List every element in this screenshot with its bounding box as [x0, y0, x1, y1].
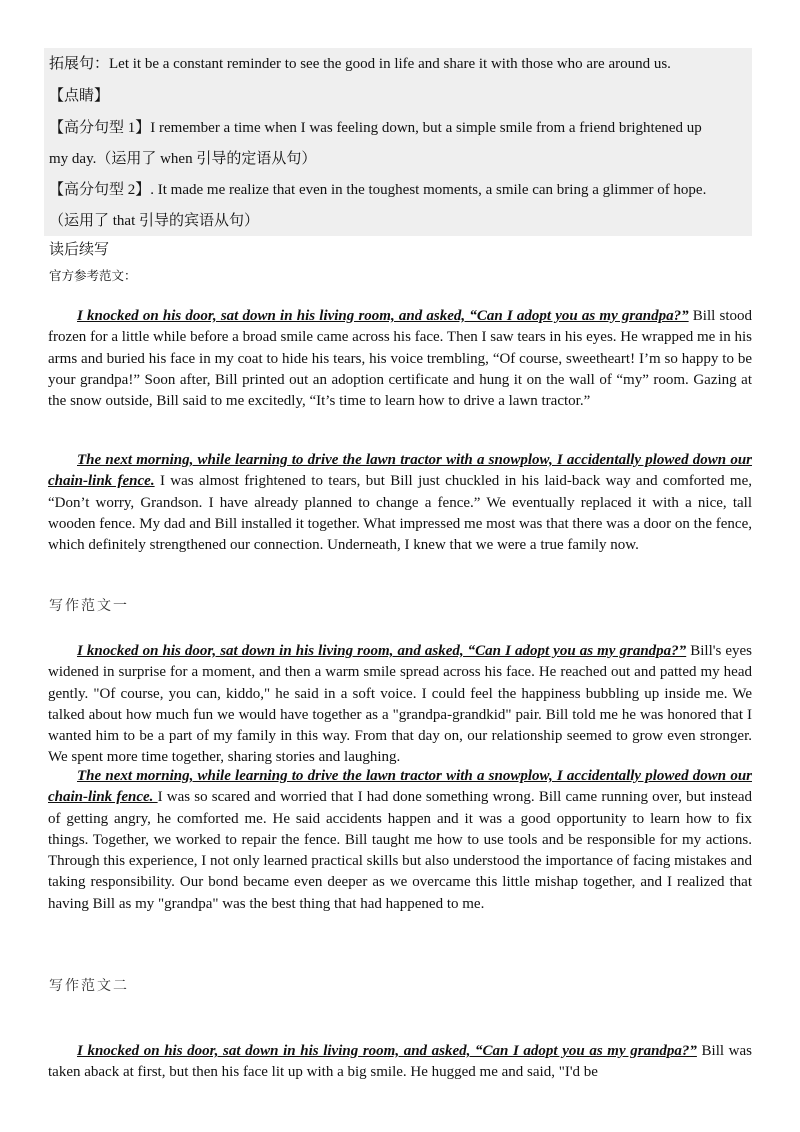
sample-1-paragraph-2	[48, 766, 752, 915]
highlight-block	[44, 48, 752, 236]
official-sample-label: 官方参考范文：	[49, 269, 137, 283]
official-paragraph-1	[48, 306, 752, 412]
official-paragraph-2	[48, 450, 752, 556]
sample-2-paragraph-1	[48, 1041, 752, 1084]
sample-1-title: 写作范文一	[49, 599, 129, 614]
sample-1-p1-body: Bill's eyes widened in surprise for a moment, and then a warm smile spread across his face. He reached out and patted my head gently. "Of course, you can, kiddo," he said in a soft voice. I could feel the happiness bubbling up inside me. We talked about how much fun we would have together as a "grandpa-grandkid" pair. Bill told me he was honored that I wanted him to be a part of my family in this way. From that day on, our relationship seemed to grow even stronger. We spent more time together, sharing stories and laughing.	[48, 643, 752, 766]
sentence-1-text: I remember a time when I was feeling down, but a simple smile from a friend brightened up	[150, 120, 702, 136]
sample-1-paragraph-1	[48, 641, 752, 769]
official-p2-lead: The next morning, while learning to drive the lawn tractor with a snowplow, I accidentally plowed down our chain-link fence.	[48, 452, 752, 490]
sample-1-p2-lead: The next morning, while learning to drive the lawn tractor with a snowplow, I accidentally plowed down our chain-link fence.	[48, 768, 752, 806]
official-p2-body: I was almost frightened to tears, but Bill just chuckled in his laid-back way and comforted me, “Don’t worry, Grandson. I have already planned to change a fence.” We eventually replaced it with a nice, tall wooden fence. My dad and Bill installed it together. What impressed me most was that there was a door on the fence, which definitely strengthened our connection. Underneath, I knew that we were a true family now.	[48, 473, 752, 554]
sentence-2-label: 【高分句型 2】	[49, 182, 151, 198]
sentence-2-text: . It made me realize that even in the toughest moments, a smile can bring a glimmer of hope.	[150, 182, 707, 198]
section-title: 读后续写	[49, 242, 110, 258]
official-p1-lead: I knocked on his door, sat down in his living room, and asked, “Can I adopt you as my grandpa?”	[77, 308, 689, 324]
sample-2-p1-lead: I knocked on his door, sat down in his living room, and asked, “Can I adopt you as my grandpa?”	[77, 1043, 697, 1059]
extension-text: Let it be a constant reminder to see the good in life and share it with those who are around us.	[109, 56, 671, 72]
extension-sentence	[49, 53, 671, 75]
sentence-1-label: 【高分句型 1】	[49, 120, 151, 136]
sample-2-title: 写作范文二	[49, 979, 129, 994]
extension-label: 拓展句：	[49, 56, 110, 72]
sentence-2-continuation: （运用了 that 引导的宾语从句）	[49, 213, 259, 229]
sentence-1-continuation: my day.（运用了 when 引导的定语从句）	[49, 151, 317, 167]
sample-2-p1-body: Bill was taken aback at first, but then his face lit up with a big smile. He hugged me and said, "I'd be	[48, 1043, 752, 1081]
dianjing-title: 【点睛】	[49, 88, 110, 104]
high-score-sentence-2	[49, 179, 706, 201]
high-score-sentence-1	[49, 117, 702, 139]
sample-1-p1-lead: I knocked on his door, sat down in his living room, and asked, “Can I adopt you as my grandpa?”	[77, 643, 687, 659]
official-p1-body: Bill stood frozen for a little while before a broad smile came across his face. Then I saw tears in his eyes. He wrapped me in his arms and buried his face in my coat to hide his tears, his voice trembling, “Of course, sweetheart! I’m so happy to be your grandpa!” Soon after, Bill printed out an adoption certificate and hung it on the wall of “my” room. Gazing at the snow outside, Bill said to me excitedly, “It’s time to learn how to drive a lawn tractor.”	[48, 308, 752, 410]
sample-1-p2-body: I was so scared and worried that I had done something wrong. Bill came running over, but instead of getting angry, he comforted me. He said accidents happen and it was a good opportunity to learn how to fix things. Together, we worked to repair the fence. Bill taught me how to use tools and be responsible for my actions. Through this experience, I not only learned practical skills but also understood the importance of facing mistakes and taking responsibility. Our bond became even deeper as we overcame this little mishap together, and I realized that having Bill as my "grandpa" was the best thing that had happened to me.	[48, 789, 752, 912]
